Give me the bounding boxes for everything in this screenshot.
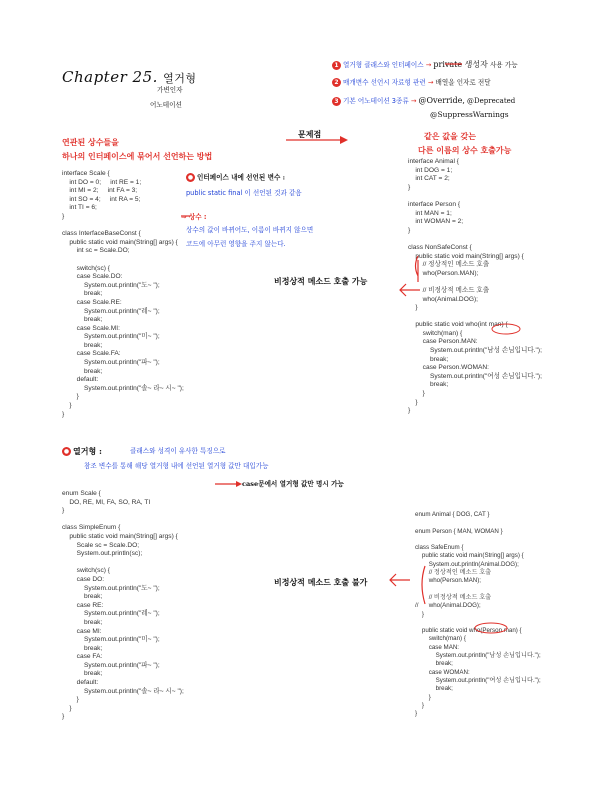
code-line: who(Animal.DOG); xyxy=(408,295,478,303)
interface-var-note: ● 인터페이스 내에 선언된 변수 : xyxy=(187,173,286,182)
public-static-final-note: public static final 이 선언된 것과 같음 xyxy=(186,189,302,197)
circle-int-man xyxy=(492,324,520,334)
code-line: System.out.println("파~ "); xyxy=(62,359,160,367)
code-line: switch(man) { xyxy=(408,329,463,337)
code-line: } xyxy=(415,610,424,618)
problem-arrow-icon xyxy=(340,136,348,144)
code-line: break; xyxy=(62,618,103,626)
code-line: case Scale.MI: xyxy=(62,324,120,332)
code-line: interface Person { xyxy=(408,200,461,208)
code-line: int DO = 0; int RE = 1; xyxy=(62,178,142,186)
code-line: public static void main(String[] args) { xyxy=(62,532,178,540)
code-line: System.out.println(sc); xyxy=(62,550,143,558)
code-line: break; xyxy=(62,367,103,375)
code-line: public static void who(int man) { xyxy=(408,321,508,329)
code-line: break; xyxy=(408,355,449,363)
code-line: default: xyxy=(62,679,99,687)
code-line: } xyxy=(415,710,418,718)
enum-bullet-icon: ● xyxy=(63,448,70,455)
code-line: System.out.println("레~ "); xyxy=(62,307,160,315)
code-line: System.out.println("도~ "); xyxy=(62,281,160,289)
number-3-icon: 3 xyxy=(332,97,341,106)
code-line: break; xyxy=(62,316,103,324)
code-line: int sc = Scale.DO; xyxy=(62,247,130,255)
code-line: // 비정상적 메소드 호출 xyxy=(408,286,490,294)
code-line: } xyxy=(408,183,411,191)
code-line: } xyxy=(415,693,431,701)
code-line: break; xyxy=(408,381,449,389)
bracket-safe xyxy=(422,566,425,604)
code-line: case Scale.RE: xyxy=(62,298,122,306)
code-line: // 정상적인 메소드 호출 xyxy=(415,569,492,577)
code-line: } xyxy=(415,701,424,709)
code-line: } xyxy=(408,407,411,415)
code-line: break; xyxy=(62,290,103,298)
code-line: } xyxy=(62,393,79,401)
code-line: int SO = 4; int RA = 5; xyxy=(62,195,141,203)
code-line: // 정상적인 메소드 호출 xyxy=(408,261,490,269)
code-line: class SimpleEnum { xyxy=(62,524,121,532)
left-heading-2: 하나의 인터페이스에 묶어서 선언하는 방법 xyxy=(62,152,213,161)
number-2-icon: 2 xyxy=(332,78,341,87)
code-line: enum Scale { xyxy=(62,490,101,497)
code-line: } xyxy=(62,507,65,515)
note-1: 1 열거형 클래스와 인터페이스 → private 생성자 사용 가능 xyxy=(332,60,518,70)
bracket-nonsafe xyxy=(416,256,419,282)
arrow-left-icon-top xyxy=(400,284,420,296)
code-line: case MI: xyxy=(62,627,102,635)
code-line: System.out.println("솔~ 라~ 시~ "); xyxy=(62,687,184,695)
subtopic-varargs: 가변인자 xyxy=(157,86,183,94)
code-line: break; xyxy=(62,644,103,652)
code-line: break; xyxy=(62,341,103,349)
code-line: int WOMAN = 2; xyxy=(408,218,464,226)
code-line: switch(man) { xyxy=(415,635,466,643)
code-line: } xyxy=(62,402,72,410)
enum-arrow-icon xyxy=(236,481,242,487)
code-line: case WOMAN: xyxy=(415,668,470,676)
code-line: System.out.println("미~ "); xyxy=(62,636,160,644)
code-line: int MI = 2; int FA = 3; xyxy=(62,187,138,195)
arrow-left-icon-bottom xyxy=(390,574,410,586)
code-line: } xyxy=(62,410,65,418)
code-line: int MAN = 1; xyxy=(408,209,452,217)
const-label: ⇒ 상수 : xyxy=(181,213,207,221)
number-1-icon: 1 xyxy=(332,61,341,70)
circle-person-man xyxy=(475,623,507,633)
bullet-icon: ● xyxy=(187,174,194,181)
code-line: default: xyxy=(62,376,99,384)
code-line: System.out.println("레~ "); xyxy=(62,610,160,618)
right-heading-2: 다른 이름의 상수 호출가능 xyxy=(418,146,512,155)
code-line: switch(sc) { xyxy=(62,264,110,272)
code-line: System.out.println("파~ "); xyxy=(62,661,160,669)
note-3-suppress: @SuppressWarnings xyxy=(430,110,509,119)
note-2: 2 매개변수 선언시 자료형 관련 → 배열을 인자로 전달 xyxy=(332,78,491,88)
code-line: } xyxy=(62,696,79,704)
code-line: } xyxy=(62,713,65,721)
code-line: } xyxy=(408,304,418,312)
code-line: } xyxy=(408,226,411,234)
code-line: case RE: xyxy=(62,601,104,609)
code-line: public static void main(String[] args) { xyxy=(408,252,524,260)
code-line: break; xyxy=(62,670,103,678)
code-line: switch(sc) { xyxy=(62,567,110,575)
code-line: case Person.MAN: xyxy=(408,338,478,346)
code-line: class NonSafeConst { xyxy=(408,243,472,251)
code-line: } xyxy=(62,704,72,712)
code-line: System.out.println("여성 손님입니다."); xyxy=(415,676,541,684)
code-line: // 비정상적 메소드 호출 xyxy=(415,593,492,601)
code-line: who(Person.MAN); xyxy=(408,269,479,277)
code-line: break; xyxy=(62,593,103,601)
code-line: } xyxy=(408,398,418,406)
code-line: case DO: xyxy=(62,575,105,583)
code-line: } xyxy=(408,390,425,398)
possible-call-label: 비정상적 메소드 호출 가능 xyxy=(274,276,368,286)
code-line: int CAT = 2; xyxy=(408,175,450,183)
subtopic-annotation: 어노테이션 xyxy=(150,101,182,109)
code-line: class SafeEnum { xyxy=(415,544,464,552)
enum-label: ● 열거형 : xyxy=(63,446,102,456)
not-possible-label: 비정상적 메소드 호출 불가 xyxy=(274,577,368,587)
code-line: // who(Animal.DOG); xyxy=(415,602,481,610)
code-line: case Scale.DO: xyxy=(62,273,123,281)
code-line: case MAN: xyxy=(415,643,460,651)
code-line: public static void main(String[] args) { xyxy=(62,238,178,246)
code-line: DO, RE, MI, FA, SO, RA, TI xyxy=(62,498,151,506)
const-text-2: 코드에 아무런 영향을 주지 않는다. xyxy=(186,240,286,248)
code-line: int TI = 6; xyxy=(62,204,97,212)
code-line: case FA: xyxy=(62,653,103,661)
left-heading-1: 연관된 상수들을 xyxy=(62,138,119,147)
code-line: who(Person.MAN); xyxy=(415,577,482,585)
code-line: } xyxy=(62,212,65,220)
code-line: public static void who(Person man) { xyxy=(415,627,522,635)
code-line: enum Animal { DOG, CAT } xyxy=(415,511,490,518)
code-line: System.out.println("솔~ 라~ 시~ "); xyxy=(62,384,184,392)
const-text-1: 상수의 값이 바뀌어도, 이름이 바뀌지 않으면 xyxy=(186,226,314,234)
code-line: class InterfaceBaseConst { xyxy=(62,230,141,238)
code-line: case Person.WOMAN: xyxy=(408,364,489,372)
problem-label: 문제점 xyxy=(298,129,322,139)
code-line: case Scale.FA: xyxy=(62,350,121,358)
code-line: System.out.println("남성 손님입니다."); xyxy=(415,652,541,660)
code-line: break; xyxy=(415,660,453,668)
code-line: System.out.println("여성 손님입니다."); xyxy=(408,372,542,380)
code-line: public static void main(String[] args) { xyxy=(415,552,524,560)
chapter-title: Chapter 25. 열거형 xyxy=(62,68,197,86)
code-line: System.out.println("남성 손님입니다."); xyxy=(408,347,542,355)
enum-text-3: case문에서 열거형 값만 명시 가능 xyxy=(242,480,344,488)
code-line: interface Animal { xyxy=(408,158,459,165)
chapter-topic: 열거형 xyxy=(163,72,197,85)
code-line: System.out.println("도~ "); xyxy=(62,584,160,592)
enum-text-1: 클래스와 성격이 유사한 특징으로 xyxy=(130,447,226,455)
code-line: Scale sc = Scale.DO; xyxy=(62,541,140,549)
right-heading-1: 같은 값을 갖는 xyxy=(424,132,476,141)
code-line: enum Person { MAN, WOMAN } xyxy=(415,527,503,535)
code-line: break; xyxy=(415,685,453,693)
note-3: 3 기본 어노테이션 3종류 → @Override, @Deprecated xyxy=(332,96,515,106)
enum-text-2: 참조 변수를 통해 해당 열거형 내에 선언된 열거형 값만 대입가능 xyxy=(84,462,269,470)
code-line: int DOG = 1; xyxy=(408,166,453,174)
code-line: System.out.println("미~ "); xyxy=(62,333,160,341)
code-line: interface Scale { xyxy=(62,170,110,177)
code-line: System.out.println(Animal.DOG); xyxy=(415,560,519,568)
